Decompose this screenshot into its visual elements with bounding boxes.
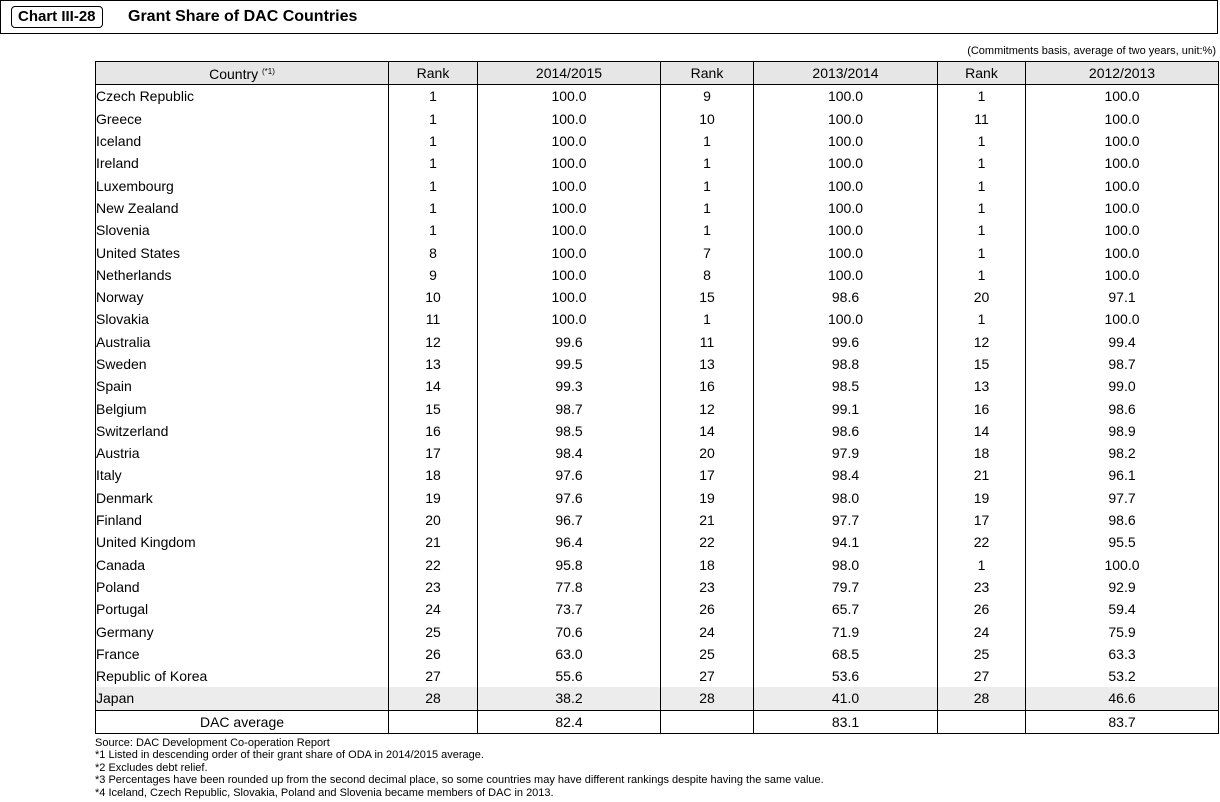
- value-2014-2015: 99.6: [478, 331, 661, 353]
- rank-2012-2013: 1: [938, 264, 1026, 286]
- value-2012-2013: 92.9: [1026, 576, 1219, 598]
- value-2013-2014: 100.0: [754, 152, 938, 174]
- rank-2012-2013: 20: [938, 286, 1026, 308]
- value-2014-2015: 77.8: [478, 576, 661, 598]
- value-2013-2014: 97.7: [754, 509, 938, 531]
- rank-2014-2015: 14: [389, 375, 478, 397]
- dac-average-rank-blank: [389, 710, 478, 733]
- value-2014-2015: 100.0: [478, 241, 661, 263]
- dac-average-2012-2013: 83.7: [1026, 710, 1219, 733]
- value-2013-2014: 98.6: [754, 420, 938, 442]
- rank-2012-2013: 1: [938, 554, 1026, 576]
- rank-2014-2015: 28: [389, 687, 478, 710]
- rank-2014-2015: 17: [389, 442, 478, 464]
- footnote-line: *1 Listed in descending order of their grant share of ODA in 2014/2015 average.: [95, 749, 484, 762]
- table-row: [96, 197, 1219, 219]
- rank-2013-2014: 1: [661, 174, 754, 196]
- table-row: [96, 108, 1219, 130]
- rank-2014-2015: 8: [389, 241, 478, 263]
- table-row: [96, 464, 1219, 486]
- rank-2013-2014: 11: [661, 331, 754, 353]
- value-2012-2013: 98.6: [1026, 397, 1219, 419]
- country-cell: Slovakia: [96, 308, 389, 330]
- value-2012-2013: 98.7: [1026, 353, 1219, 375]
- rank-2013-2014: 15: [661, 286, 754, 308]
- value-2012-2013: 95.5: [1026, 531, 1219, 553]
- country-cell: United States: [96, 241, 389, 263]
- rank-2014-2015: 24: [389, 598, 478, 620]
- rank-2013-2014: 28: [661, 687, 754, 710]
- country-cell: Belgium: [96, 397, 389, 419]
- rank-2014-2015: 15: [389, 397, 478, 419]
- value-2013-2014: 100.0: [754, 264, 938, 286]
- value-2013-2014: 99.1: [754, 397, 938, 419]
- value-2013-2014: 94.1: [754, 531, 938, 553]
- rank-2014-2015: 25: [389, 620, 478, 642]
- value-2013-2014: 100.0: [754, 108, 938, 130]
- country-cell: France: [96, 643, 389, 665]
- rank-2014-2015: 1: [389, 197, 478, 219]
- dac-average-2014-2015: 82.4: [478, 710, 661, 733]
- rank-2014-2015: 23: [389, 576, 478, 598]
- rank-2014-2015: 13: [389, 353, 478, 375]
- table-row: [96, 397, 1219, 419]
- rank-2013-2014: 23: [661, 576, 754, 598]
- rank-2014-2015: 21: [389, 531, 478, 553]
- rank-2012-2013: 25: [938, 643, 1026, 665]
- country-cell: Canada: [96, 554, 389, 576]
- value-2013-2014: 71.9: [754, 620, 938, 642]
- value-2012-2013: 98.9: [1026, 420, 1219, 442]
- rank-2012-2013: 1: [938, 152, 1026, 174]
- table-row: [96, 620, 1219, 642]
- dac-average-label: DAC average: [96, 710, 389, 733]
- value-2014-2015: 98.4: [478, 442, 661, 464]
- table-row: [96, 353, 1219, 375]
- value-2012-2013: 100.0: [1026, 85, 1219, 108]
- rank-2013-2014: 24: [661, 620, 754, 642]
- value-2014-2015: 100.0: [478, 197, 661, 219]
- rank-2012-2013: 27: [938, 665, 1026, 687]
- country-cell: Portugal: [96, 598, 389, 620]
- rank-2013-2014: 18: [661, 554, 754, 576]
- value-2014-2015: 100.0: [478, 286, 661, 308]
- country-cell: Norway: [96, 286, 389, 308]
- rank-2013-2014: 19: [661, 487, 754, 509]
- rank-2013-2014: 16: [661, 375, 754, 397]
- rank-2012-2013: 18: [938, 442, 1026, 464]
- value-2014-2015: 100.0: [478, 152, 661, 174]
- value-2014-2015: 55.6: [478, 665, 661, 687]
- rank-2012-2013: 11: [938, 108, 1026, 130]
- rank-2012-2013: 14: [938, 420, 1026, 442]
- rank-2012-2013: 1: [938, 241, 1026, 263]
- country-cell: Australia: [96, 331, 389, 353]
- value-2012-2013: 100.0: [1026, 241, 1219, 263]
- value-2012-2013: 59.4: [1026, 598, 1219, 620]
- header-period-2014-2015: 2014/2015: [478, 62, 661, 85]
- value-2012-2013: 100.0: [1026, 197, 1219, 219]
- value-2014-2015: 100.0: [478, 85, 661, 108]
- chart-label: Chart III-28: [11, 6, 103, 28]
- rank-2012-2013: 17: [938, 509, 1026, 531]
- table-row: [96, 531, 1219, 553]
- value-2013-2014: 41.0: [754, 687, 938, 710]
- value-2014-2015: 100.0: [478, 219, 661, 241]
- rank-2013-2014: 1: [661, 197, 754, 219]
- country-cell: Austria: [96, 442, 389, 464]
- table-row: [96, 420, 1219, 442]
- value-2014-2015: 100.0: [478, 264, 661, 286]
- value-2013-2014: 100.0: [754, 308, 938, 330]
- rank-2012-2013: 16: [938, 397, 1026, 419]
- value-2013-2014: 68.5: [754, 643, 938, 665]
- table-row: [96, 665, 1219, 687]
- title-bar: [0, 0, 1218, 34]
- rank-2012-2013: 15: [938, 353, 1026, 375]
- rank-2014-2015: 18: [389, 464, 478, 486]
- footnotes: [95, 737, 824, 799]
- value-2014-2015: 100.0: [478, 108, 661, 130]
- table-body: [96, 85, 1219, 710]
- value-2014-2015: 96.7: [478, 509, 661, 531]
- value-2013-2014: 98.0: [754, 554, 938, 576]
- value-2013-2014: 65.7: [754, 598, 938, 620]
- table-row: [96, 152, 1219, 174]
- country-cell: Czech Republic: [96, 85, 389, 108]
- rank-2014-2015: 22: [389, 554, 478, 576]
- rank-2014-2015: 27: [389, 665, 478, 687]
- rank-2014-2015: 1: [389, 108, 478, 130]
- value-2013-2014: 98.4: [754, 464, 938, 486]
- country-cell: Netherlands: [96, 264, 389, 286]
- rank-2013-2014: 1: [661, 130, 754, 152]
- rank-2012-2013: 22: [938, 531, 1026, 553]
- value-2014-2015: 95.8: [478, 554, 661, 576]
- table-row: [96, 509, 1219, 531]
- rank-2012-2013: 19: [938, 487, 1026, 509]
- footnote-line: *4 Iceland, Czech Republic, Slovakia, Poland and Slovenia became members of DAC in 2013.: [95, 786, 554, 799]
- footnote-line: Source: DAC Development Co-operation Report: [95, 737, 330, 749]
- header-country: [96, 62, 389, 85]
- value-2012-2013: 96.1: [1026, 464, 1219, 486]
- country-cell: Slovenia: [96, 219, 389, 241]
- rank-2013-2014: 7: [661, 241, 754, 263]
- rank-2013-2014: 22: [661, 531, 754, 553]
- value-2012-2013: 100.0: [1026, 554, 1219, 576]
- country-cell: Ireland: [96, 152, 389, 174]
- value-2012-2013: 98.2: [1026, 442, 1219, 464]
- country-cell: Germany: [96, 620, 389, 642]
- rank-2012-2013: 23: [938, 576, 1026, 598]
- value-2013-2014: 100.0: [754, 130, 938, 152]
- value-2014-2015: 97.6: [478, 487, 661, 509]
- rank-2013-2014: 20: [661, 442, 754, 464]
- table-row: [96, 130, 1219, 152]
- rank-2013-2014: 10: [661, 108, 754, 130]
- value-2013-2014: 99.6: [754, 331, 938, 353]
- rank-2014-2015: 1: [389, 174, 478, 196]
- value-2014-2015: 73.7: [478, 598, 661, 620]
- rank-2014-2015: 9: [389, 264, 478, 286]
- table-row: [96, 598, 1219, 620]
- rank-2013-2014: 21: [661, 509, 754, 531]
- chart-title: Grant Share of DAC Countries: [128, 8, 358, 25]
- value-2012-2013: 100.0: [1026, 308, 1219, 330]
- header-rank-2: Rank: [661, 62, 754, 85]
- rank-2012-2013: 1: [938, 219, 1026, 241]
- rank-2013-2014: 27: [661, 665, 754, 687]
- header-country-footnote: (*1): [262, 67, 275, 77]
- rank-2012-2013: 12: [938, 331, 1026, 353]
- header-rank-1: Rank: [389, 62, 478, 85]
- header-country-label: Country: [209, 66, 259, 83]
- value-2013-2014: 100.0: [754, 174, 938, 196]
- value-2012-2013: 100.0: [1026, 130, 1219, 152]
- header-period-2012-2013: 2012/2013: [1026, 62, 1219, 85]
- rank-2013-2014: 8: [661, 264, 754, 286]
- dac-average-2013-2014: 83.1: [754, 710, 938, 733]
- rank-2014-2015: 10: [389, 286, 478, 308]
- table-row: [96, 308, 1219, 330]
- value-2013-2014: 79.7: [754, 576, 938, 598]
- value-2013-2014: 97.9: [754, 442, 938, 464]
- value-2012-2013: 100.0: [1026, 108, 1219, 130]
- rank-2014-2015: 12: [389, 331, 478, 353]
- value-2013-2014: 98.6: [754, 286, 938, 308]
- value-2012-2013: 75.9: [1026, 620, 1219, 642]
- rank-2013-2014: 14: [661, 420, 754, 442]
- rank-2013-2014: 9: [661, 85, 754, 108]
- dac-average-rank-blank: [938, 710, 1026, 733]
- value-2013-2014: 100.0: [754, 197, 938, 219]
- country-cell: Italy: [96, 464, 389, 486]
- country-cell: Sweden: [96, 353, 389, 375]
- country-cell: Greece: [96, 108, 389, 130]
- table-row: [96, 576, 1219, 598]
- country-cell: Switzerland: [96, 420, 389, 442]
- value-2013-2014: 98.8: [754, 353, 938, 375]
- rank-2013-2014: 1: [661, 219, 754, 241]
- header-row: [96, 62, 1219, 85]
- rank-2012-2013: 28: [938, 687, 1026, 710]
- unit-note: (Commitments basis, average of two years, unit:%): [967, 45, 1216, 57]
- rank-2014-2015: 16: [389, 420, 478, 442]
- footnote-line: *2 Excludes debt relief.: [95, 761, 208, 774]
- rank-2013-2014: 25: [661, 643, 754, 665]
- rank-2012-2013: 13: [938, 375, 1026, 397]
- country-cell: Poland: [96, 576, 389, 598]
- country-cell: Finland: [96, 509, 389, 531]
- rank-2014-2015: 1: [389, 85, 478, 108]
- rank-2013-2014: 1: [661, 308, 754, 330]
- table-row: [96, 174, 1219, 196]
- grant-share-table: [95, 61, 1219, 734]
- value-2014-2015: 99.3: [478, 375, 661, 397]
- value-2012-2013: 100.0: [1026, 174, 1219, 196]
- value-2014-2015: 100.0: [478, 308, 661, 330]
- value-2012-2013: 99.0: [1026, 375, 1219, 397]
- country-cell: Luxembourg: [96, 174, 389, 196]
- rank-2013-2014: 13: [661, 353, 754, 375]
- header-rank-3: Rank: [938, 62, 1026, 85]
- table-row: [96, 331, 1219, 353]
- value-2014-2015: 98.5: [478, 420, 661, 442]
- dac-average-rank-blank: [661, 710, 754, 733]
- value-2014-2015: 38.2: [478, 687, 661, 710]
- value-2014-2015: 98.7: [478, 397, 661, 419]
- value-2013-2014: 53.6: [754, 665, 938, 687]
- value-2014-2015: 70.6: [478, 620, 661, 642]
- rank-2013-2014: 12: [661, 397, 754, 419]
- country-cell: Japan: [96, 687, 389, 710]
- rank-2014-2015: 26: [389, 643, 478, 665]
- table-row: [96, 643, 1219, 665]
- table-row: [96, 487, 1219, 509]
- table-row: [96, 442, 1219, 464]
- rank-2014-2015: 1: [389, 130, 478, 152]
- value-2012-2013: 98.6: [1026, 509, 1219, 531]
- value-2012-2013: 53.2: [1026, 665, 1219, 687]
- country-cell: Iceland: [96, 130, 389, 152]
- rank-2013-2014: 26: [661, 598, 754, 620]
- footnote-line: *3 Percentages have been rounded up from the second decimal place, so some countries may have different rankings despite having the same value.: [95, 774, 824, 787]
- rank-2012-2013: 1: [938, 174, 1026, 196]
- value-2012-2013: 100.0: [1026, 264, 1219, 286]
- value-2013-2014: 100.0: [754, 241, 938, 263]
- table-row-highlighted: [96, 687, 1219, 710]
- value-2012-2013: 100.0: [1026, 152, 1219, 174]
- rank-2013-2014: 1: [661, 152, 754, 174]
- value-2014-2015: 96.4: [478, 531, 661, 553]
- rank-2012-2013: 21: [938, 464, 1026, 486]
- rank-2012-2013: 1: [938, 197, 1026, 219]
- table-row: [96, 241, 1219, 263]
- rank-2012-2013: 1: [938, 85, 1026, 108]
- value-2014-2015: 99.5: [478, 353, 661, 375]
- value-2014-2015: 100.0: [478, 174, 661, 196]
- value-2014-2015: 100.0: [478, 130, 661, 152]
- value-2013-2014: 98.5: [754, 375, 938, 397]
- table-row: [96, 554, 1219, 576]
- country-cell: Spain: [96, 375, 389, 397]
- header-period-2013-2014: 2013/2014: [754, 62, 938, 85]
- value-2013-2014: 100.0: [754, 85, 938, 108]
- country-cell: Denmark: [96, 487, 389, 509]
- rank-2014-2015: 11: [389, 308, 478, 330]
- value-2013-2014: 98.0: [754, 487, 938, 509]
- rank-2014-2015: 20: [389, 509, 478, 531]
- country-cell: United Kingdom: [96, 531, 389, 553]
- rank-2012-2013: 26: [938, 598, 1026, 620]
- rank-2012-2013: 1: [938, 308, 1026, 330]
- value-2012-2013: 97.1: [1026, 286, 1219, 308]
- rank-2012-2013: 24: [938, 620, 1026, 642]
- rank-2013-2014: 17: [661, 464, 754, 486]
- value-2014-2015: 97.6: [478, 464, 661, 486]
- country-cell: New Zealand: [96, 197, 389, 219]
- table-row: [96, 286, 1219, 308]
- value-2012-2013: 97.7: [1026, 487, 1219, 509]
- value-2013-2014: 100.0: [754, 219, 938, 241]
- value-2012-2013: 46.6: [1026, 687, 1219, 710]
- rank-2014-2015: 1: [389, 219, 478, 241]
- dac-average-row: [96, 710, 1219, 733]
- value-2012-2013: 99.4: [1026, 331, 1219, 353]
- value-2012-2013: 100.0: [1026, 219, 1219, 241]
- table-row: [96, 85, 1219, 108]
- table-row: [96, 264, 1219, 286]
- rank-2014-2015: 1: [389, 152, 478, 174]
- rank-2012-2013: 1: [938, 130, 1026, 152]
- table-row: [96, 219, 1219, 241]
- country-cell: Republic of Korea: [96, 665, 389, 687]
- value-2014-2015: 63.0: [478, 643, 661, 665]
- table-row: [96, 375, 1219, 397]
- value-2012-2013: 63.3: [1026, 643, 1219, 665]
- rank-2014-2015: 19: [389, 487, 478, 509]
